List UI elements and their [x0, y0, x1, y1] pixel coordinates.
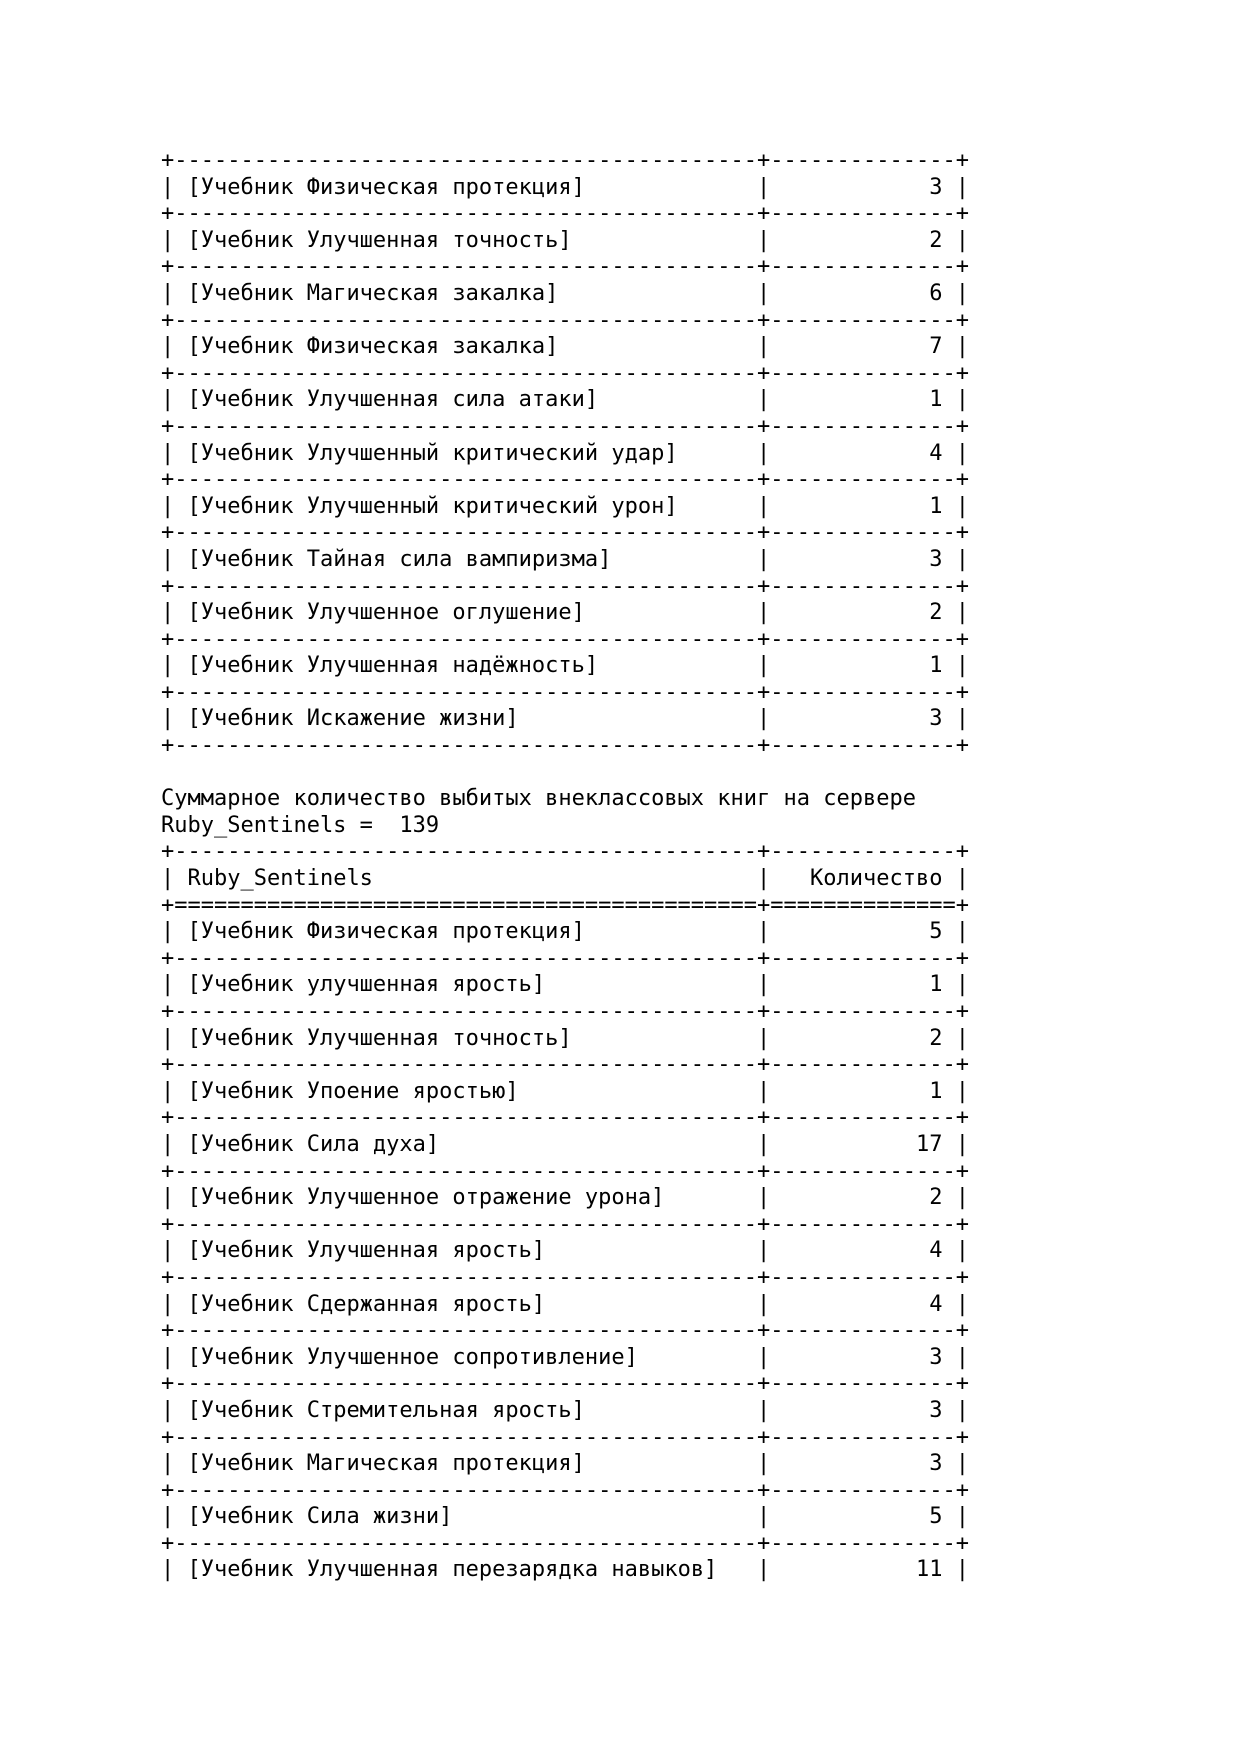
book-count-cell: 2	[929, 1025, 943, 1051]
book-count-cell: 1	[929, 387, 943, 413]
book-count-cell: 2	[929, 227, 943, 253]
table-border: +--------------------------------------------+--------------+	[161, 573, 969, 599]
table-row: | [Учебник Улучшенный критический урон] | 1 |	[161, 493, 969, 519]
table-row: | [Учебник Улучшенная точность] | 2 |	[161, 1025, 969, 1051]
table-row: | [Учебник улучшенная ярость] | 1 |	[161, 972, 969, 998]
table-border: +--------------------------------------------+--------------+	[161, 1264, 969, 1290]
book-name-cell: [Учебник Физическая протекция]	[187, 174, 585, 200]
table-row: | [Учебник Улучшенное сопротивление] | 3 |	[161, 1344, 969, 1370]
table-row: | [Учебник Улучшенная сила атаки] | 1 |	[161, 387, 969, 413]
table-row: | [Учебник Физическая протекция] | 3 |	[161, 174, 969, 200]
table-row: | [Учебник Искажение жизни] | 3 |	[161, 706, 969, 732]
table-border: +--------------------------------------------+--------------+	[161, 1477, 969, 1503]
book-name-cell: [Учебник Сила духа]	[187, 1131, 440, 1157]
table-row: | [Учебник Улучшенное отражение урона] | 2 |	[161, 1185, 969, 1211]
book-count-cell: 17	[916, 1131, 943, 1157]
table-row: | [Учебник Упоение яростью] | 1 |	[161, 1078, 969, 1104]
table-border: +--------------------------------------------+--------------+	[161, 945, 969, 971]
book-name-cell: [Учебник улучшенная ярость]	[187, 972, 546, 998]
books-table-ruby-sentinels	[161, 839, 969, 1584]
book-count-cell: 7	[929, 334, 943, 360]
book-name-cell: [Учебник Улучшенное оглушение]	[187, 600, 585, 626]
table-border: +--------------------------------------------+--------------+	[161, 1530, 969, 1556]
book-name-cell: [Учебник Магическая протекция]	[187, 1451, 585, 1477]
book-name-cell: [Учебник Тайная сила вампиризма]	[187, 546, 612, 572]
table-row: | [Учебник Сила духа] | 17 |	[161, 1131, 969, 1157]
book-count-cell: 3	[929, 546, 943, 572]
summary-line-2: Ruby_Sentinels = 139	[161, 812, 440, 838]
table-border: +--------------------------------------------+--------------+	[161, 733, 969, 759]
header-server-name: Ruby_Sentinels	[187, 866, 373, 892]
book-count-cell: 3	[929, 1397, 943, 1423]
book-name-cell: [Учебник Улучшенный критический урон]	[187, 493, 678, 519]
table-row: | [Учебник Сила жизни] | 5 |	[161, 1504, 969, 1530]
book-count-cell: 1	[929, 1078, 943, 1104]
table-border: +--------------------------------------------+--------------+	[161, 1052, 969, 1078]
table-row: | [Учебник Магическая протекция] | 3 |	[161, 1451, 969, 1477]
book-count-cell: 3	[929, 174, 943, 200]
table-row: | [Учебник Сдержанная ярость] | 4 |	[161, 1291, 969, 1317]
table-border: +--------------------------------------------+--------------+	[161, 148, 969, 173]
table-row: | [Учебник Улучшенная ярость] | 4 |	[161, 1238, 969, 1264]
table-row: | [Учебник Улучшенная точность] | 2 |	[161, 227, 969, 253]
book-name-cell: [Учебник Искажение жизни]	[187, 706, 519, 732]
book-count-cell: 3	[929, 1344, 943, 1370]
summary-line-1: Суммарное количество выбитых внеклассовых книг на сервере	[161, 786, 916, 812]
table-border: +--------------------------------------------+--------------+	[161, 679, 969, 705]
book-count-cell: 6	[929, 280, 943, 306]
table-border: +--------------------------------------------+--------------+	[161, 201, 969, 227]
table-row: | [Учебник Улучшенная надёжность] | 1 |	[161, 653, 969, 679]
table-row: | [Учебник Улучшенная перезарядка навыков] | 11 |	[161, 1557, 969, 1583]
book-count-cell: 1	[929, 653, 943, 679]
table-border: +--------------------------------------------+--------------+	[161, 307, 969, 333]
book-count-cell: 3	[929, 706, 943, 732]
table-row: | [Учебник Стремительная ярость] | 3 |	[161, 1397, 969, 1423]
book-name-cell: [Учебник Улучшенная ярость]	[187, 1238, 546, 1264]
table-row: | [Учебник Физическая закалка] | 7 |	[161, 334, 969, 360]
book-count-cell: 3	[929, 1451, 943, 1477]
book-name-cell: [Учебник Улучшенная точность]	[187, 227, 572, 253]
table-border: +--------------------------------------------+--------------+	[161, 1371, 969, 1397]
book-name-cell: [Учебник Физическая закалка]	[187, 334, 559, 360]
book-name-cell: [Учебник Упоение яростью]	[187, 1078, 519, 1104]
book-name-cell: [Учебник Сила жизни]	[187, 1504, 453, 1530]
table-border: +--------------------------------------------+--------------+	[161, 626, 969, 652]
book-count-cell: 1	[929, 972, 943, 998]
book-count-cell: 1	[929, 493, 943, 519]
table-row: | [Учебник Физическая протекция] | 5 |	[161, 919, 969, 945]
table-header-border: +============================================+==============+	[161, 892, 969, 918]
table-row: | [Учебник Тайная сила вампиризма] | 3 |	[161, 546, 969, 572]
book-name-cell: [Учебник Сдержанная ярость]	[187, 1291, 546, 1317]
book-name-cell: [Учебник Улучшенное отражение урона]	[187, 1185, 665, 1211]
table-row: | [Учебник Улучшенный критический удар] | 4 |	[161, 440, 969, 466]
table-row: | [Учебник Магическая закалка] | 6 |	[161, 280, 969, 306]
book-name-cell: [Учебник Физическая протекция]	[187, 919, 585, 945]
summary-text	[161, 786, 969, 839]
table-border: +--------------------------------------------+--------------+	[161, 1158, 969, 1184]
table-border: +--------------------------------------------+--------------+	[161, 467, 969, 493]
table-border: +--------------------------------------------+--------------+	[161, 360, 969, 386]
table-border: +--------------------------------------------+--------------+	[161, 520, 969, 546]
book-name-cell: [Учебник Улучшенная точность]	[187, 1025, 572, 1051]
table-border: +--------------------------------------------+--------------+	[161, 1105, 969, 1131]
book-count-cell: 5	[929, 1504, 943, 1530]
table-row: | [Учебник Улучшенное оглушение] | 2 |	[161, 600, 969, 626]
table-border: +--------------------------------------------+--------------+	[161, 999, 969, 1024]
book-name-cell: [Учебник Магическая закалка]	[187, 280, 559, 306]
book-name-cell: [Учебник Улучшенное сопротивление]	[187, 1344, 638, 1370]
table-border: +--------------------------------------------+--------------+	[161, 413, 969, 439]
table-border: +--------------------------------------------+--------------+	[161, 1211, 969, 1237]
books-table-previous-server	[161, 148, 969, 760]
book-name-cell: [Учебник Улучшенная надёжность]	[187, 653, 599, 679]
book-count-cell: 2	[929, 1185, 943, 1211]
book-count-cell: 4	[929, 1238, 943, 1264]
book-count-cell: 2	[929, 600, 943, 626]
book-name-cell: [Учебник Улучшенная сила атаки]	[187, 387, 599, 413]
table-border: +--------------------------------------------+--------------+	[161, 1424, 969, 1450]
header-count-label: Количество	[810, 866, 943, 892]
book-name-cell: [Учебник Стремительная ярость]	[187, 1397, 585, 1423]
book-count-cell: 4	[929, 1291, 943, 1317]
book-count-cell: 4	[929, 440, 943, 466]
table-header-row: | Ruby_Sentinels | Количество |	[161, 866, 969, 892]
table-border: +--------------------------------------------+--------------+	[161, 254, 969, 280]
table-border: +--------------------------------------------+--------------+	[161, 839, 969, 865]
book-count-cell: 11	[916, 1557, 943, 1583]
document-page	[161, 148, 969, 1584]
book-name-cell: [Учебник Улучшенный критический удар]	[187, 440, 678, 466]
table-border: +--------------------------------------------+--------------+	[161, 1318, 969, 1344]
book-name-cell: [Учебник Улучшенная перезарядка навыков]	[187, 1557, 718, 1583]
book-count-cell: 5	[929, 919, 943, 945]
